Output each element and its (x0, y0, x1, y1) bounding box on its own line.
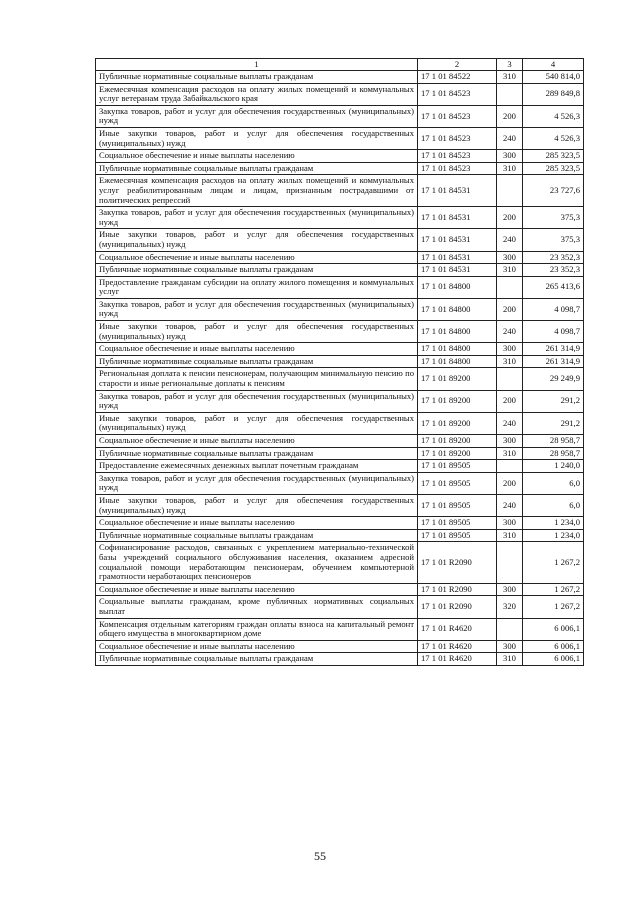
target-article-code-cell: 17 1 01 84531 (418, 264, 497, 277)
table-row (96, 460, 584, 473)
expense-type-code-cell: 300 (497, 435, 523, 448)
table-row (96, 435, 584, 448)
table-row (96, 640, 584, 653)
expense-name-cell: Иные закупки товаров, работ и услуг для обеспечения государственных (муниципальных) нужд (96, 127, 418, 149)
target-article-code-cell: 17 1 01 R4620 (418, 618, 497, 640)
target-article-code-cell: 17 1 01 89505 (418, 529, 497, 542)
expense-name-cell: Компенсация отдельным категориям граждан оплаты взноса на капитальный ремонт общего имущества в многоквартирном доме (96, 618, 418, 640)
amount-cell: 6 006,1 (523, 653, 584, 666)
target-article-code-cell: 17 1 01 89505 (418, 472, 497, 494)
target-article-code-cell: 17 1 01 89200 (418, 412, 497, 434)
column-header-3: 3 (497, 59, 523, 71)
table-body (96, 71, 584, 666)
target-article-code-cell: 17 1 01 R2090 (418, 596, 497, 618)
target-article-code-cell: 17 1 01 84531 (418, 229, 497, 251)
expense-type-code-cell: 310 (497, 447, 523, 460)
expense-type-code-cell: 240 (497, 412, 523, 434)
target-article-code-cell: 17 1 01 84523 (418, 105, 497, 127)
target-article-code-cell: 17 1 01 84523 (418, 127, 497, 149)
expense-name-cell: Публичные нормативные социальные выплаты гражданам (96, 529, 418, 542)
table-row (96, 583, 584, 596)
target-article-code-cell: 17 1 01 89505 (418, 460, 497, 473)
table-row (96, 447, 584, 460)
expense-name-cell: Закупка товаров, работ и услуг для обеспечения государственных (муниципальных) нужд (96, 472, 418, 494)
target-article-code-cell: 17 1 01 89505 (418, 517, 497, 530)
expense-name-cell: Предоставление ежемесячных денежных выплат почетным гражданам (96, 460, 418, 473)
table-row (96, 517, 584, 530)
table-row (96, 494, 584, 516)
target-article-code-cell: 17 1 01 84523 (418, 150, 497, 163)
column-header-4: 4 (523, 59, 584, 71)
expense-type-code-cell: 310 (497, 162, 523, 175)
target-article-code-cell: 17 1 01 R4620 (418, 640, 497, 653)
amount-cell: 4 098,7 (523, 321, 584, 343)
expense-type-code-cell: 240 (497, 494, 523, 516)
amount-cell: 28 958,7 (523, 435, 584, 448)
expense-name-cell: Закупка товаров, работ и услуг для обеспечения государственных (муниципальных) нужд (96, 298, 418, 320)
table-row (96, 472, 584, 494)
expense-name-cell: Публичные нормативные социальные выплаты гражданам (96, 653, 418, 666)
amount-cell: 6 006,1 (523, 640, 584, 653)
table-row (96, 105, 584, 127)
target-article-code-cell: 17 1 01 R2090 (418, 542, 497, 583)
amount-cell: 23 352,3 (523, 251, 584, 264)
amount-cell: 285 323,5 (523, 150, 584, 163)
amount-cell: 28 958,7 (523, 447, 584, 460)
amount-cell: 1 240,0 (523, 460, 584, 473)
table-row (96, 264, 584, 277)
budget-table (95, 58, 584, 666)
table-row (96, 175, 584, 207)
expense-type-code-cell: 200 (497, 390, 523, 412)
table-row (96, 229, 584, 251)
target-article-code-cell: 17 1 01 84522 (418, 71, 497, 84)
column-header-1: 1 (96, 59, 418, 71)
column-header-2: 2 (418, 59, 497, 71)
amount-cell: 4 098,7 (523, 298, 584, 320)
expense-name-cell: Социальное обеспечение и иные выплаты населению (96, 517, 418, 530)
amount-cell: 1 234,0 (523, 529, 584, 542)
table-row (96, 71, 584, 84)
expense-name-cell: Социальное обеспечение и иные выплаты населению (96, 251, 418, 264)
expense-name-cell: Публичные нормативные социальные выплаты гражданам (96, 71, 418, 84)
target-article-code-cell: 17 1 01 84523 (418, 83, 497, 105)
amount-cell: 23 727,6 (523, 175, 584, 207)
expense-name-cell: Иные закупки товаров, работ и услуг для обеспечения государственных (муниципальных) нужд (96, 412, 418, 434)
amount-cell: 540 814,0 (523, 71, 584, 84)
target-article-code-cell: 17 1 01 89200 (418, 435, 497, 448)
expense-type-code-cell: 200 (497, 207, 523, 229)
amount-cell: 6,0 (523, 472, 584, 494)
expense-type-code-cell: 240 (497, 229, 523, 251)
amount-cell: 4 526,3 (523, 105, 584, 127)
expense-name-cell: Социальное обеспечение и иные выплаты населению (96, 435, 418, 448)
expense-name-cell: Публичные нормативные социальные выплаты гражданам (96, 264, 418, 277)
expense-type-code-cell: 300 (497, 583, 523, 596)
expense-name-cell: Иные закупки товаров, работ и услуг для обеспечения государственных (муниципальных) нужд (96, 229, 418, 251)
amount-cell: 291,2 (523, 412, 584, 434)
expense-name-cell: Региональная доплата к пенсии пенсионерам, получающим минимальную пенсию по старости и иные региональные доплаты к пенсиям (96, 368, 418, 390)
table-row (96, 150, 584, 163)
target-article-code-cell: 17 1 01 84800 (418, 355, 497, 368)
expense-type-code-cell: 240 (497, 321, 523, 343)
expense-name-cell: Публичные нормативные социальные выплаты гражданам (96, 447, 418, 460)
expense-type-code-cell (497, 368, 523, 390)
table-row (96, 355, 584, 368)
target-article-code-cell: 17 1 01 84800 (418, 276, 497, 298)
target-article-code-cell: 17 1 01 89200 (418, 368, 497, 390)
expense-type-code-cell (497, 175, 523, 207)
expense-type-code-cell: 240 (497, 127, 523, 149)
expense-type-code-cell: 320 (497, 596, 523, 618)
expense-name-cell: Иные закупки товаров, работ и услуг для обеспечения государственных (муниципальных) нужд (96, 321, 418, 343)
expense-type-code-cell: 300 (497, 150, 523, 163)
target-article-code-cell: 17 1 01 84800 (418, 298, 497, 320)
amount-cell: 285 323,5 (523, 162, 584, 175)
target-article-code-cell: 17 1 01 84800 (418, 321, 497, 343)
expense-type-code-cell: 300 (497, 251, 523, 264)
expense-type-code-cell: 300 (497, 517, 523, 530)
amount-cell: 1 234,0 (523, 517, 584, 530)
expense-name-cell: Закупка товаров, работ и услуг для обеспечения государственных (муниципальных) нужд (96, 105, 418, 127)
amount-cell: 1 267,2 (523, 583, 584, 596)
expense-name-cell: Социальное обеспечение и иные выплаты населению (96, 640, 418, 653)
table-row (96, 207, 584, 229)
expense-name-cell: Ежемесячная компенсация расходов на оплату жилых помещений и коммунальных услуг ветеранам труда Забайкальского края (96, 83, 418, 105)
amount-cell: 261 314,9 (523, 355, 584, 368)
expense-type-code-cell: 300 (497, 640, 523, 653)
table-row (96, 368, 584, 390)
table-row (96, 618, 584, 640)
expense-type-code-cell: 310 (497, 71, 523, 84)
amount-cell: 1 267,2 (523, 542, 584, 583)
expense-name-cell: Предоставление гражданам субсидии на оплату жилого помещения и коммунальных услуг (96, 276, 418, 298)
table-row (96, 298, 584, 320)
table-row (96, 596, 584, 618)
expense-name-cell: Социальное обеспечение и иные выплаты населению (96, 583, 418, 596)
target-article-code-cell: 17 1 01 R2090 (418, 583, 497, 596)
expense-name-cell: Публичные нормативные социальные выплаты гражданам (96, 162, 418, 175)
expense-type-code-cell: 310 (497, 653, 523, 666)
expense-name-cell: Публичные нормативные социальные выплаты гражданам (96, 355, 418, 368)
table-row (96, 83, 584, 105)
table-row (96, 542, 584, 583)
target-article-code-cell: 17 1 01 84531 (418, 207, 497, 229)
expense-name-cell: Закупка товаров, работ и услуг для обеспечения государственных (муниципальных) нужд (96, 207, 418, 229)
table-row (96, 390, 584, 412)
expense-name-cell: Ежемесячная компенсация расходов на оплату жилых помещений и коммунальных услуг реабилитированным лицам и лицам, признанным пострадавшими от политических репрессий (96, 175, 418, 207)
target-article-code-cell: 17 1 01 84800 (418, 343, 497, 356)
expense-type-code-cell: 300 (497, 343, 523, 356)
expense-type-code-cell (497, 542, 523, 583)
table-row (96, 127, 584, 149)
expense-type-code-cell (497, 276, 523, 298)
table-row (96, 653, 584, 666)
expense-type-code-cell: 310 (497, 355, 523, 368)
page-number: 55 (314, 849, 326, 863)
table-row (96, 343, 584, 356)
expense-name-cell: Социальное обеспечение и иные выплаты населению (96, 150, 418, 163)
amount-cell: 6,0 (523, 494, 584, 516)
amount-cell: 265 413,6 (523, 276, 584, 298)
expense-type-code-cell (497, 460, 523, 473)
target-article-code-cell: 17 1 01 84531 (418, 251, 497, 264)
target-article-code-cell: 17 1 01 R4620 (418, 653, 497, 666)
expense-type-code-cell: 200 (497, 298, 523, 320)
expense-name-cell: Иные закупки товаров, работ и услуг для обеспечения государственных (муниципальных) нужд (96, 494, 418, 516)
amount-cell: 23 352,3 (523, 264, 584, 277)
amount-cell: 291,2 (523, 390, 584, 412)
amount-cell: 375,3 (523, 207, 584, 229)
table-row (96, 251, 584, 264)
expense-name-cell: Закупка товаров, работ и услуг для обеспечения государственных (муниципальных) нужд (96, 390, 418, 412)
table-row (96, 529, 584, 542)
amount-cell: 289 849,8 (523, 83, 584, 105)
amount-cell: 1 267,2 (523, 596, 584, 618)
expense-name-cell: Софинансирование расходов, связанных с укреплением материально-технической базы учреждений социального обслуживания населения, оказанием адресной социальной помощи неработающим пенсионерам, обучением компьютерной грамотности неработающих пенсионеров (96, 542, 418, 583)
table-row (96, 412, 584, 434)
expense-type-code-cell: 310 (497, 264, 523, 277)
amount-cell: 6 006,1 (523, 618, 584, 640)
expense-type-code-cell: 310 (497, 529, 523, 542)
expense-type-code-cell (497, 618, 523, 640)
table-row (96, 276, 584, 298)
amount-cell: 4 526,3 (523, 127, 584, 149)
target-article-code-cell: 17 1 01 84523 (418, 162, 497, 175)
amount-cell: 375,3 (523, 229, 584, 251)
target-article-code-cell: 17 1 01 89200 (418, 390, 497, 412)
table-row (96, 321, 584, 343)
header-row (96, 59, 584, 71)
amount-cell: 261 314,9 (523, 343, 584, 356)
expense-name-cell: Социальное обеспечение и иные выплаты населению (96, 343, 418, 356)
expense-name-cell: Социальные выплаты гражданам, кроме публичных нормативных социальных выплат (96, 596, 418, 618)
target-article-code-cell: 17 1 01 84531 (418, 175, 497, 207)
expense-type-code-cell: 200 (497, 472, 523, 494)
target-article-code-cell: 17 1 01 89200 (418, 447, 497, 460)
expense-type-code-cell: 200 (497, 105, 523, 127)
target-article-code-cell: 17 1 01 89505 (418, 494, 497, 516)
amount-cell: 29 249,9 (523, 368, 584, 390)
expense-type-code-cell (497, 83, 523, 105)
table-row (96, 162, 584, 175)
